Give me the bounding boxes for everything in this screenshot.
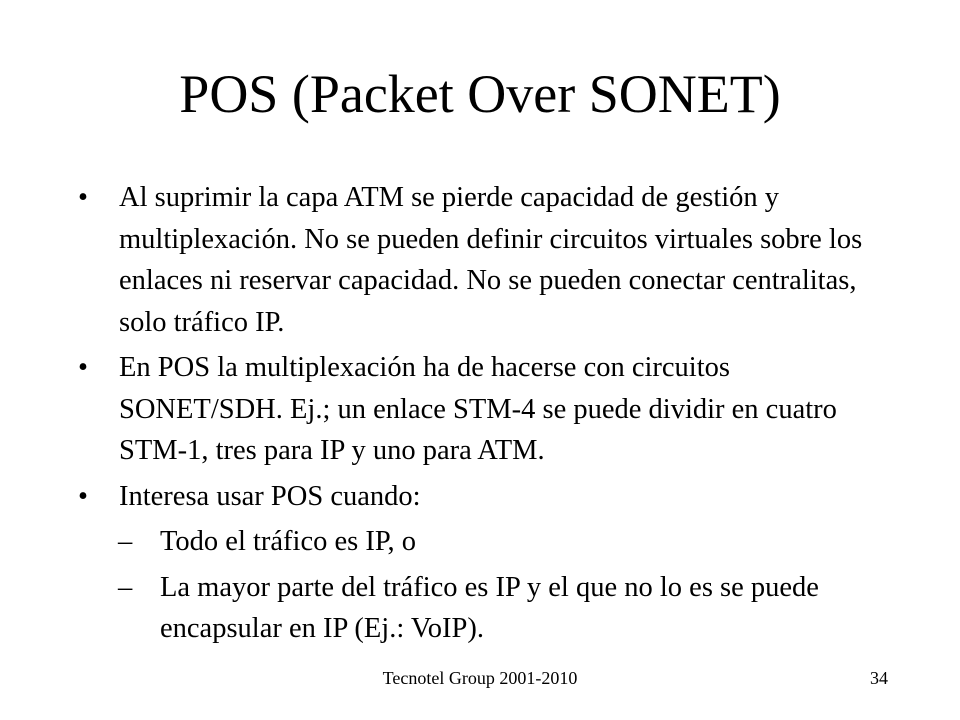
bullet-item <box>78 476 878 518</box>
bullet-text: En POS la multiplexación ha de hacerse con circuitos SONET/SDH. Ej.; un enlace STM-4 se puede dividir en cuatro STM-1, tres para IP y uno para ATM. <box>119 352 837 466</box>
sub-bullet-marker: – <box>118 526 133 557</box>
bullet-text: Interesa usar POS cuando: <box>119 480 421 512</box>
sub-bullet-item <box>118 567 878 650</box>
bullet-marker: • <box>78 352 88 383</box>
bullet-list <box>78 177 878 654</box>
bullet-marker: • <box>78 480 88 512</box>
bullet-marker: • <box>78 182 88 213</box>
sub-bullet-marker: – <box>118 571 133 603</box>
footer-text: Tecnotel Group 2001-2010 <box>382 668 578 688</box>
bullet-item <box>78 347 878 472</box>
bullet-text: Al suprimir la capa ATM se pierde capacidad de gestión y multiplexación. No se pueden definir circuitos virtuales sobre los enlaces ni reservar capacidad. No se pueden conectar centralitas, solo tráfico IP. <box>119 182 863 338</box>
sub-bullet-text: La mayor parte del tráfico es IP y el que no lo es se puede encapsular en IP (Ej.: VoIP). <box>160 571 819 644</box>
bullet-item <box>78 177 878 343</box>
page-number: 34 <box>870 668 888 688</box>
sub-bullet-text: Todo el tráfico es IP, o <box>160 526 417 557</box>
sub-bullet-item <box>118 521 878 563</box>
slide-title: POS (Packet Over SONET) <box>179 64 781 124</box>
